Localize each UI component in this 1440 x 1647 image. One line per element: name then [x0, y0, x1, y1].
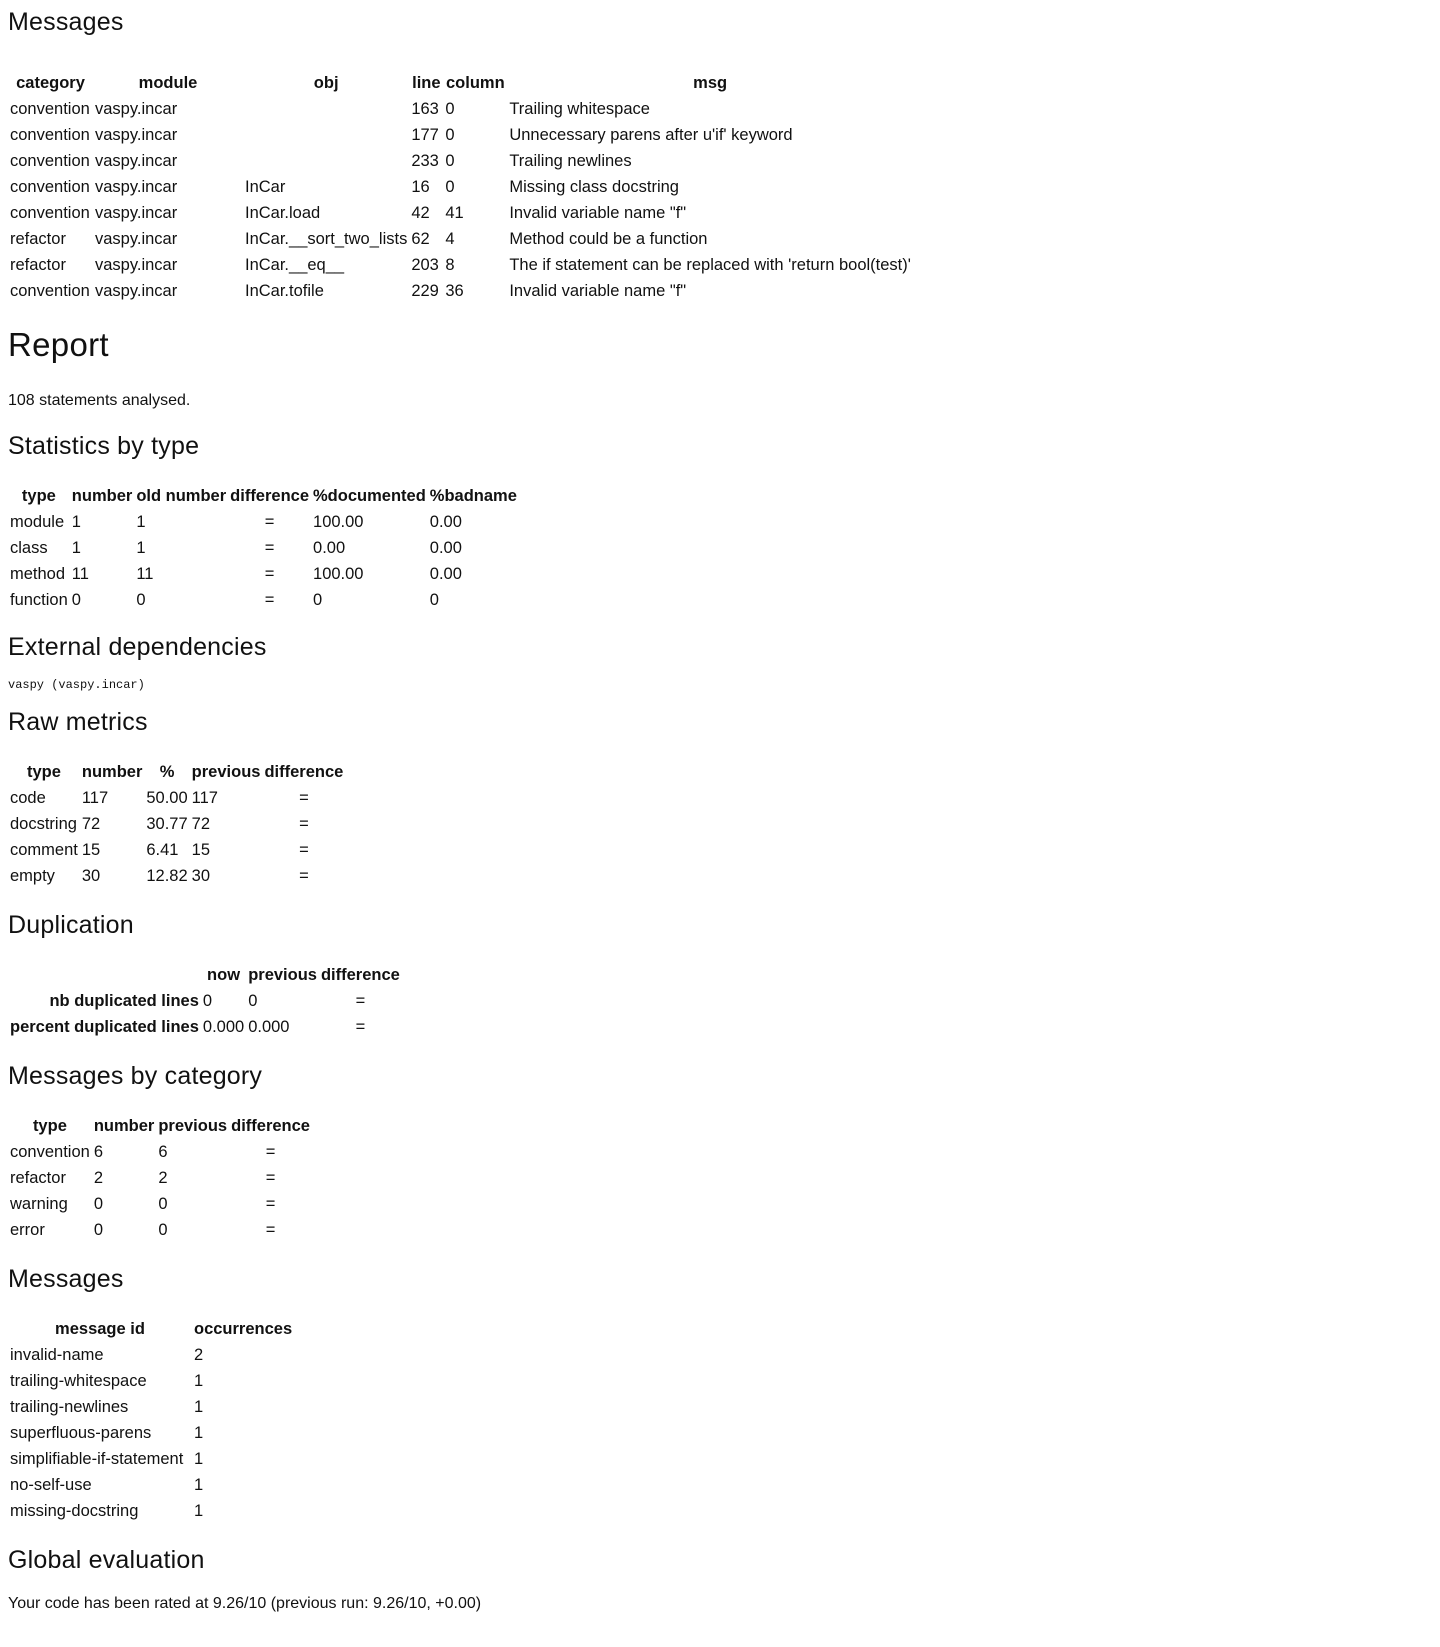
table-cell: = [265, 1142, 276, 1161]
table-row [8, 1394, 294, 1420]
table-cell: 2 [194, 1345, 204, 1364]
table-row [8, 226, 913, 252]
table-row [8, 1342, 294, 1368]
table-header-row [8, 70, 913, 96]
external-dependencies-heading: External dependencies [8, 633, 267, 661]
table-cell: comment [10, 840, 78, 859]
table-cell: 0.00 [429, 512, 462, 531]
column-header: obj [313, 73, 339, 92]
table-cell: convention [10, 177, 90, 196]
external-dependencies-text: vaspy (vaspy.incar) [8, 678, 145, 692]
table-header-row [8, 759, 345, 785]
table-cell: no-self-use [10, 1475, 92, 1494]
table-cell: = [265, 1194, 276, 1213]
table-cell: 6 [158, 1142, 168, 1161]
table-cell: 1 [194, 1423, 204, 1442]
table-cell: class [10, 538, 48, 557]
table-row [8, 278, 913, 304]
table-cell: convention [10, 281, 90, 300]
table-cell: 1 [194, 1449, 204, 1468]
statistics-by-type-table [8, 483, 519, 613]
column-header: type [32, 1116, 67, 1135]
table-cell: 62 [411, 229, 430, 248]
table-cell: = [299, 866, 309, 885]
table-row [8, 96, 913, 122]
table-cell: 0 [445, 177, 455, 196]
table-cell: 100.00 [313, 564, 364, 583]
column-header: now [207, 965, 241, 984]
table-cell: 50.00 [146, 788, 188, 807]
table-row [8, 785, 345, 811]
table-cell: 0 [93, 1220, 103, 1239]
table-cell: 0 [248, 991, 258, 1010]
table-cell: 0 [158, 1194, 168, 1213]
table-cell: = [265, 1168, 276, 1187]
table-row [8, 1139, 312, 1165]
table-cell: convention [10, 203, 90, 222]
table-cell: = [264, 564, 275, 583]
table-cell: Trailing newlines [509, 151, 632, 170]
table-cell: 1 [194, 1475, 204, 1494]
column-header: type [26, 762, 61, 781]
table-cell: 15 [81, 840, 101, 859]
table-row [8, 863, 345, 889]
column-header: number [81, 762, 143, 781]
table-cell: 0.00 [429, 564, 462, 583]
table-cell: Trailing whitespace [509, 99, 650, 118]
column-header: difference [264, 762, 344, 781]
table-cell: = [355, 1017, 366, 1036]
table-row [8, 122, 913, 148]
row-header: nb duplicated lines [49, 991, 199, 1010]
table-cell: 0 [445, 151, 455, 170]
table-cell: 2 [158, 1168, 168, 1187]
table-cell: 0 [71, 590, 81, 609]
column-header: line [412, 73, 441, 92]
table-cell: 0.00 [313, 538, 346, 557]
table-cell: error [10, 1220, 45, 1239]
column-header: previous [191, 762, 261, 781]
table-cell: 100.00 [313, 512, 364, 531]
raw-metrics-table [8, 759, 345, 889]
table-header-row [8, 483, 519, 509]
table-cell: 36 [445, 281, 464, 300]
column-header: column [445, 73, 505, 92]
table-cell: vaspy.incar [95, 203, 178, 222]
column-header: previous [158, 1116, 228, 1135]
table-cell: method [10, 564, 66, 583]
table-header-row [8, 1113, 312, 1139]
table-cell: convention [10, 1142, 90, 1161]
table-cell: 163 [411, 99, 439, 118]
column-header: old number [136, 486, 227, 505]
table-cell: 0 [313, 590, 323, 609]
table-cell: The if statement can be replaced with 'return bool(test)' [509, 255, 911, 274]
report-summary: 108 statements analysed. [8, 392, 191, 409]
column-header: category [16, 73, 85, 92]
table-cell: 30 [191, 866, 211, 885]
table-cell: 0.000 [248, 1017, 290, 1036]
table-cell: vaspy.incar [95, 281, 178, 300]
table-cell: 1 [194, 1397, 204, 1416]
table-cell: empty [10, 866, 55, 885]
table-cell: = [299, 788, 309, 807]
table-cell: 0 [429, 590, 439, 609]
messages-heading: Messages [8, 8, 124, 36]
raw-metrics-heading: Raw metrics [8, 708, 148, 736]
table-cell [243, 96, 409, 122]
table-cell: convention [10, 99, 90, 118]
statistics-by-type-heading: Statistics by type [8, 432, 200, 460]
table-cell: 72 [81, 814, 101, 833]
table-cell: Unnecessary parens after u'if' keyword [509, 125, 793, 144]
table-cell: trailing-newlines [10, 1397, 129, 1416]
table-row [8, 1191, 312, 1217]
table-cell: 12.82 [146, 866, 188, 885]
table-row [8, 509, 519, 535]
table-cell: InCar.tofile [245, 281, 324, 300]
table-cell: 8 [445, 255, 455, 274]
table-cell: 0 [202, 991, 213, 1010]
column-header: msg [693, 73, 728, 92]
table-cell: 1 [194, 1371, 204, 1390]
table-cell: docstring [10, 814, 77, 833]
table-cell: = [264, 590, 275, 609]
table-cell: 229 [411, 281, 439, 300]
table-cell: 4 [445, 229, 455, 248]
column-header: difference [320, 965, 400, 984]
table-cell: Invalid variable name "f" [509, 281, 687, 300]
table-row [8, 1446, 294, 1472]
messages-summary-heading: Messages [8, 1265, 124, 1293]
table-cell: vaspy.incar [95, 255, 178, 274]
column-header: %documented [313, 486, 426, 505]
table-row [8, 1498, 294, 1524]
table-row [8, 200, 913, 226]
global-evaluation-heading: Global evaluation [8, 1546, 205, 1574]
table-row [8, 587, 519, 613]
table-cell: InCar.__sort_two_lists [245, 229, 408, 248]
column-header: difference [230, 486, 310, 505]
table-cell: vaspy.incar [95, 99, 178, 118]
table-cell: InCar.__eq__ [245, 255, 345, 274]
table-cell: Invalid variable name "f" [509, 203, 687, 222]
table-cell [243, 122, 409, 148]
table-cell: warning [10, 1194, 68, 1213]
table-cell: 16 [411, 177, 430, 196]
column-header: number [93, 1116, 155, 1135]
duplication-heading: Duplication [8, 911, 134, 939]
table-row [8, 811, 345, 837]
table-cell: 0.00 [429, 538, 462, 557]
table-row [8, 535, 519, 561]
table-header-row [8, 962, 402, 988]
column-header: number [71, 486, 133, 505]
column-header: % [159, 762, 175, 781]
table-cell: invalid-name [10, 1345, 104, 1364]
table-cell: 117 [191, 788, 218, 807]
column-header: %badname [429, 486, 517, 505]
table-cell: 177 [411, 125, 439, 144]
table-cell: refactor [10, 229, 66, 248]
column-header: module [138, 73, 198, 92]
table-row [8, 1014, 402, 1040]
global-evaluation-text: Your code has been rated at 9.26/10 (previous run: 9.26/10, +0.00) [8, 1595, 482, 1612]
row-header: percent duplicated lines [10, 1017, 199, 1036]
messages-by-category-heading: Messages by category [8, 1062, 263, 1090]
table-cell: 1 [136, 538, 146, 557]
table-cell: code [10, 788, 46, 807]
table-row [8, 1165, 312, 1191]
table-row [8, 148, 913, 174]
table-cell: 2 [93, 1168, 103, 1187]
table-cell: 233 [411, 151, 439, 170]
table-cell: 72 [191, 814, 211, 833]
table-cell: = [355, 991, 366, 1010]
table-row [8, 1368, 294, 1394]
duplication-table [8, 962, 402, 1040]
column-header: type [21, 486, 56, 505]
table-cell: 0 [136, 590, 146, 609]
table-cell: convention [10, 125, 90, 144]
table-cell: 203 [411, 255, 439, 274]
table-cell: = [299, 814, 309, 833]
table-cell: 0 [93, 1194, 103, 1213]
messages-summary-table [8, 1316, 294, 1524]
table-cell [243, 148, 409, 174]
column-header: occurrences [194, 1319, 293, 1338]
table-cell: 1 [71, 538, 81, 557]
table-cell: 0.000 [202, 1017, 245, 1036]
table-cell: module [10, 512, 65, 531]
table-cell: missing-docstring [10, 1501, 139, 1520]
table-header-row [8, 1316, 294, 1342]
table-cell: 42 [411, 203, 430, 222]
table-cell: function [10, 590, 68, 609]
table-cell: convention [10, 151, 90, 170]
table-cell: superfluous-parens [10, 1423, 152, 1442]
table-row [8, 837, 345, 863]
table-cell: 30.77 [146, 814, 188, 833]
table-row [8, 252, 913, 278]
table-row [8, 561, 519, 587]
table-cell: 0 [445, 125, 455, 144]
messages-by-category-table [8, 1113, 312, 1243]
column-header: previous [248, 965, 317, 984]
table-cell: refactor [10, 1168, 66, 1187]
column-header: message id [55, 1319, 145, 1338]
table-cell: = [264, 512, 275, 531]
table-cell: = [265, 1220, 276, 1239]
table-row [8, 1420, 294, 1446]
table-cell: InCar.load [245, 203, 321, 222]
column-header: difference [231, 1116, 310, 1135]
table-cell: trailing-whitespace [10, 1371, 147, 1390]
report-heading: Report [8, 326, 109, 363]
table-row [8, 988, 402, 1014]
table-row [8, 1217, 312, 1243]
table-cell: = [264, 538, 275, 557]
table-cell: 11 [71, 564, 89, 583]
table-cell: 117 [81, 788, 109, 807]
table-row [8, 1472, 294, 1498]
table-cell: 6.41 [146, 840, 179, 859]
table-cell: Method could be a function [509, 229, 708, 248]
table-cell: 1 [71, 512, 81, 531]
table-cell: 6 [93, 1142, 103, 1161]
table-cell: 30 [81, 866, 101, 885]
table-cell: vaspy.incar [95, 229, 178, 248]
table-cell: vaspy.incar [95, 151, 178, 170]
column-header [8, 962, 201, 988]
table-cell: 0 [445, 99, 455, 118]
table-cell: vaspy.incar [95, 177, 178, 196]
messages-table [8, 70, 913, 304]
table-cell: vaspy.incar [95, 125, 178, 144]
table-cell: 0 [158, 1220, 168, 1239]
table-cell: refactor [10, 255, 66, 274]
table-cell: 41 [445, 203, 464, 222]
table-cell: 15 [191, 840, 211, 859]
table-cell: 1 [136, 512, 146, 531]
table-cell: InCar [245, 177, 286, 196]
table-cell: Missing class docstring [509, 177, 679, 196]
table-cell: = [299, 840, 309, 859]
table-row [8, 174, 913, 200]
table-cell: 11 [136, 564, 154, 583]
table-cell: simplifiable-if-statement [10, 1449, 184, 1468]
table-cell: 1 [194, 1501, 204, 1520]
